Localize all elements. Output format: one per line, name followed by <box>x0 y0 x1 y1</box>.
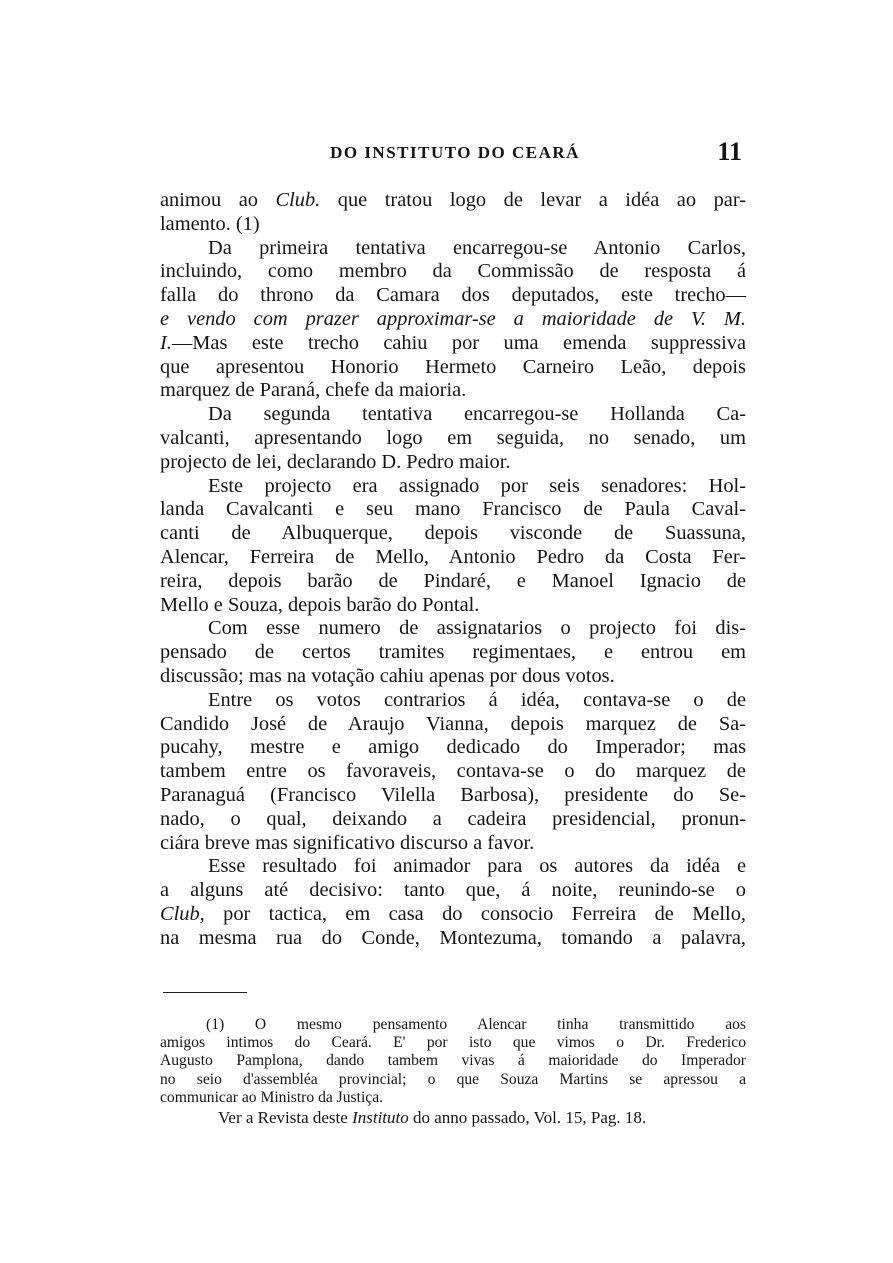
body-text <box>160 189 746 951</box>
body-line <box>160 689 746 713</box>
text-run: Mello e Souza, depois barão do Pontal. <box>160 593 480 616</box>
text-run: canti de Albuquerque, depois visconde de Suassuna, <box>160 522 746 545</box>
body-line <box>160 427 746 451</box>
body-line <box>160 594 746 618</box>
text-run: Da segunda tentativa encarregou-se Hollanda Ca- <box>208 403 746 426</box>
body-line <box>160 927 746 951</box>
body-line <box>160 784 746 808</box>
text-run: falla do throno da Camara dos deputados, este trecho— <box>160 284 746 307</box>
running-title: DO INSTITUTO DO CEARÁ <box>330 143 580 162</box>
text-run: ciára breve mas significativo discurso a favor. <box>160 831 535 854</box>
text-run: valcanti, apresentando logo em seguida, no senado, um <box>160 426 746 449</box>
body-line <box>160 403 746 427</box>
text-run: a alguns até decisivo: tanto que, á noite, reunindo-se o <box>160 879 746 902</box>
body-line <box>160 808 746 832</box>
text-run: animou ao <box>160 189 276 211</box>
italic-text-run: Club. <box>275 189 321 211</box>
text-run: (1) O mesmo pensamento Alencar tinha transmittido aos <box>206 1016 746 1033</box>
body-line <box>160 213 746 237</box>
running-head <box>160 137 750 173</box>
footnote-line <box>160 1034 746 1052</box>
body-line <box>160 451 746 475</box>
text-run: landa Cavalcanti e seu mano Francisco de Paula Caval- <box>160 498 746 521</box>
body-line <box>160 379 746 403</box>
text-run: discussão; mas na votação cahiu apenas por dous votos. <box>160 664 615 687</box>
body-line <box>160 570 746 594</box>
footnote <box>160 1016 746 1128</box>
text-run: amigos intimos do Ceará. E' por isto que vimos o Dr. Frederico <box>160 1034 746 1052</box>
body-line <box>160 879 746 903</box>
body-line <box>160 903 746 927</box>
text-run: Entre os votos contrarios á idéa, contava-se o de <box>208 688 746 711</box>
body-line <box>160 237 746 261</box>
body-line <box>160 713 746 737</box>
body-line <box>160 665 746 689</box>
text-run: Augusto Pamplona, dando tambem vivas á maioridade do Imperador <box>160 1052 746 1070</box>
italic-text-run: I. <box>160 331 172 354</box>
text-run: Com esse numero de assignatarios o projecto foi dis- <box>208 617 746 640</box>
text-run: pucahy, mestre e amigo dedicado do Imperador; mas <box>160 736 746 759</box>
text-run: Candido José de Araujo Vianna, depois marquez de Sa- <box>160 712 746 735</box>
footnote-divider <box>163 992 247 993</box>
italic-text-run: e vendo com prazer approximar-se a maioridade de V. M. <box>160 307 746 330</box>
footnote-line <box>160 1071 746 1089</box>
text-run: Ver a Revista deste <box>218 1108 353 1128</box>
text-run: Este projecto era assignado por seis senadores: Hol- <box>208 474 746 497</box>
body-line <box>160 356 746 380</box>
italic-text-run: Instituto <box>352 1108 409 1128</box>
body-line <box>160 760 746 784</box>
body-line <box>160 475 746 499</box>
body-line <box>160 284 746 308</box>
text-run: que apresentou Honorio Hermeto Carneiro Leão, depois <box>160 355 746 378</box>
text-run: incluindo, como membro da Commissão de resposta á <box>160 260 746 283</box>
text-run: , por tactica, em casa do consocio Ferreira de Mello, <box>199 902 746 925</box>
text-run: Alencar, Ferreira de Mello, Antonio Pedro da Costa Fer- <box>160 545 746 568</box>
body-line <box>160 498 746 522</box>
text-run: nado, o qual, deixando a cadeira presidencial, pronun- <box>160 807 746 830</box>
text-run: tambem entre os favoraveis, contava-se o do marquez de <box>160 760 746 783</box>
text-run: Esse resultado foi animador para os autores da idéa e <box>208 855 746 878</box>
text-run: pensado de certos tramites regimentaes, e entrou em <box>160 641 746 664</box>
text-run: marquez de Paraná, chefe da maioria. <box>160 379 467 402</box>
text-run: no seio d'assembléa provincial; o que Souza Martins se apressou a <box>160 1070 746 1088</box>
text-run: communicar ao Ministro da Justiça. <box>160 1088 384 1106</box>
body-line <box>160 522 746 546</box>
text-run: Da primeira tentativa encarregou-se Antonio Carlos, <box>208 236 746 259</box>
body-line <box>160 855 746 879</box>
footnote-line <box>160 1052 746 1070</box>
body-line <box>160 546 746 570</box>
footnote-reference <box>160 1108 746 1128</box>
footnote-line <box>160 1016 746 1034</box>
footnote-line <box>160 1089 746 1107</box>
body-line <box>160 308 746 332</box>
body-line <box>160 617 746 641</box>
text-run: projecto de lei, declarando D. Pedro maior. <box>160 450 511 473</box>
text-run: reira, depois barão de Pindaré, e Manoel Ignacio de <box>160 569 746 592</box>
body-line <box>160 189 746 213</box>
body-line <box>160 260 746 284</box>
body-line <box>160 332 746 356</box>
italic-text-run: Club <box>160 902 200 925</box>
body-line <box>160 736 746 760</box>
footnote-lines <box>160 1016 746 1107</box>
body-line <box>160 832 746 856</box>
text-run: do anno passado, Vol. 15, Pag. 18. <box>408 1108 647 1128</box>
text-run: que tratou logo de levar a idéa ao par- <box>320 189 746 211</box>
text-run: —Mas este trecho cahiu por uma emenda suppressiva <box>171 331 746 354</box>
text-run: Paranaguá (Francisco Vilella Barbosa), presidente do Se- <box>160 783 746 806</box>
body-line <box>160 641 746 665</box>
text-run: lamento. (1) <box>160 212 260 235</box>
text-run: na mesma rua do Conde, Montezuma, tomando a palavra, <box>160 926 746 949</box>
page-number: 11 <box>717 137 742 166</box>
